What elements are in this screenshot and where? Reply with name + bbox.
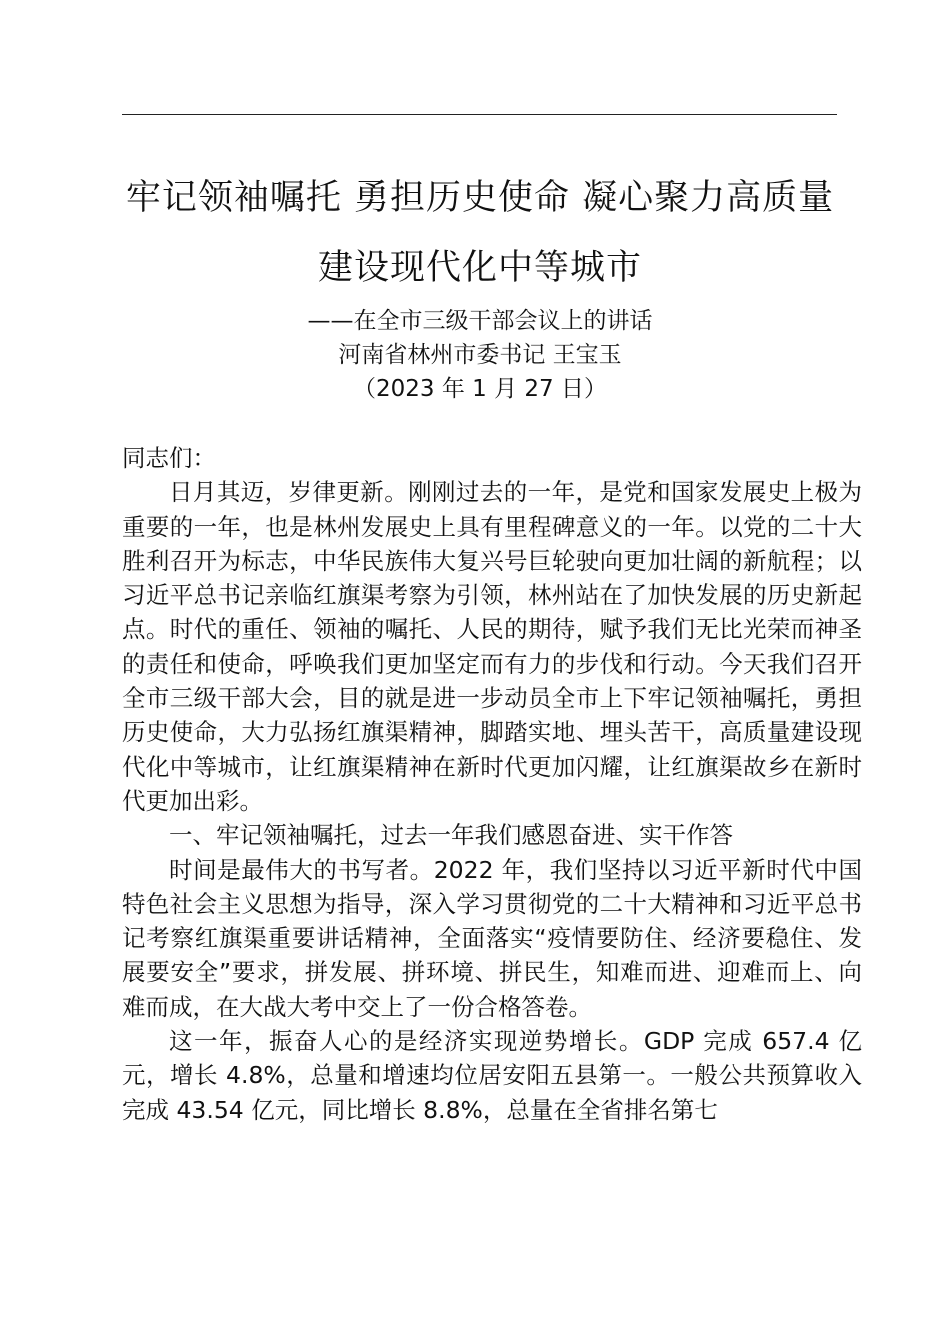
date-line: （2023 年 1 月 27 日） [353,376,607,402]
title-line-2: 建设现代化中等城市 [317,248,642,288]
greeting: 同志们： [122,444,216,472]
title-line-1: 牢记领袖嘱托 勇担历史使命 凝心聚力高质量 [125,178,835,218]
speech-body [122,441,862,1127]
subtitle: ——在全市三级干部会议上的讲话 [307,308,653,334]
paragraph-1: 日月其迈，岁律更新。刚刚过去的一年，是党和国家发展史上极为重要的一年，也是林州发展史上具有里程碑意义的一年。以党的二十大胜利召开为标志，中华民族伟大复兴号巨轮驶向更加壮阔的新航程；以习近平总书记亲临红旗渠考察为引领，林州站在了加快发展的历史新起点。时代的重任、领袖的嘱托、人民的期待，赋予我们无比光荣而神圣的责任和使命，呼唤我们更加坚定而有力的步伐和行动。今天我们召开全市三级干部大会，目的就是进一步动员全市上下牢记领袖嘱托，勇担历史使命，大力弘扬红旗渠精神，脚踏实地、埋头苦干，高质量建设现代化中等城市，让红旗渠精神在新时代更加闪耀，让红旗渠故乡在新时代更加出彩。 [122,478,862,815]
paragraph-3: 这一年，振奋人心的是经济实现逆势增长。GDP 完成 657.4 亿元，增长 4.8%，总量和增速均位居安阳五县第一。一般公共预算收入完成 43.54 亿元，同比增长 8.8%，总量在全省排名第七 [122,1027,862,1124]
paragraph-2: 时间是最伟大的书写者。2022 年，我们坚持以习近平新时代中国特色社会主义思想为指导，深入学习贯彻党的二十大精神和习近平总书记考察红旗渠重要讲话精神，全面落实“疫情要防住、经济要稳住、发展要安全”要求，拼发展、拼环境、拼民生，知难而进、迎难而上、向难而成，在大战大考中交上了一份合格答卷。 [122,855,862,1021]
header-rule [122,114,837,115]
section-heading-1: 一、牢记领袖嘱托，过去一年我们感恩奋进、实干作答 [169,821,733,850]
author-line: 河南省林州市委书记 王宝玉 [338,342,622,368]
